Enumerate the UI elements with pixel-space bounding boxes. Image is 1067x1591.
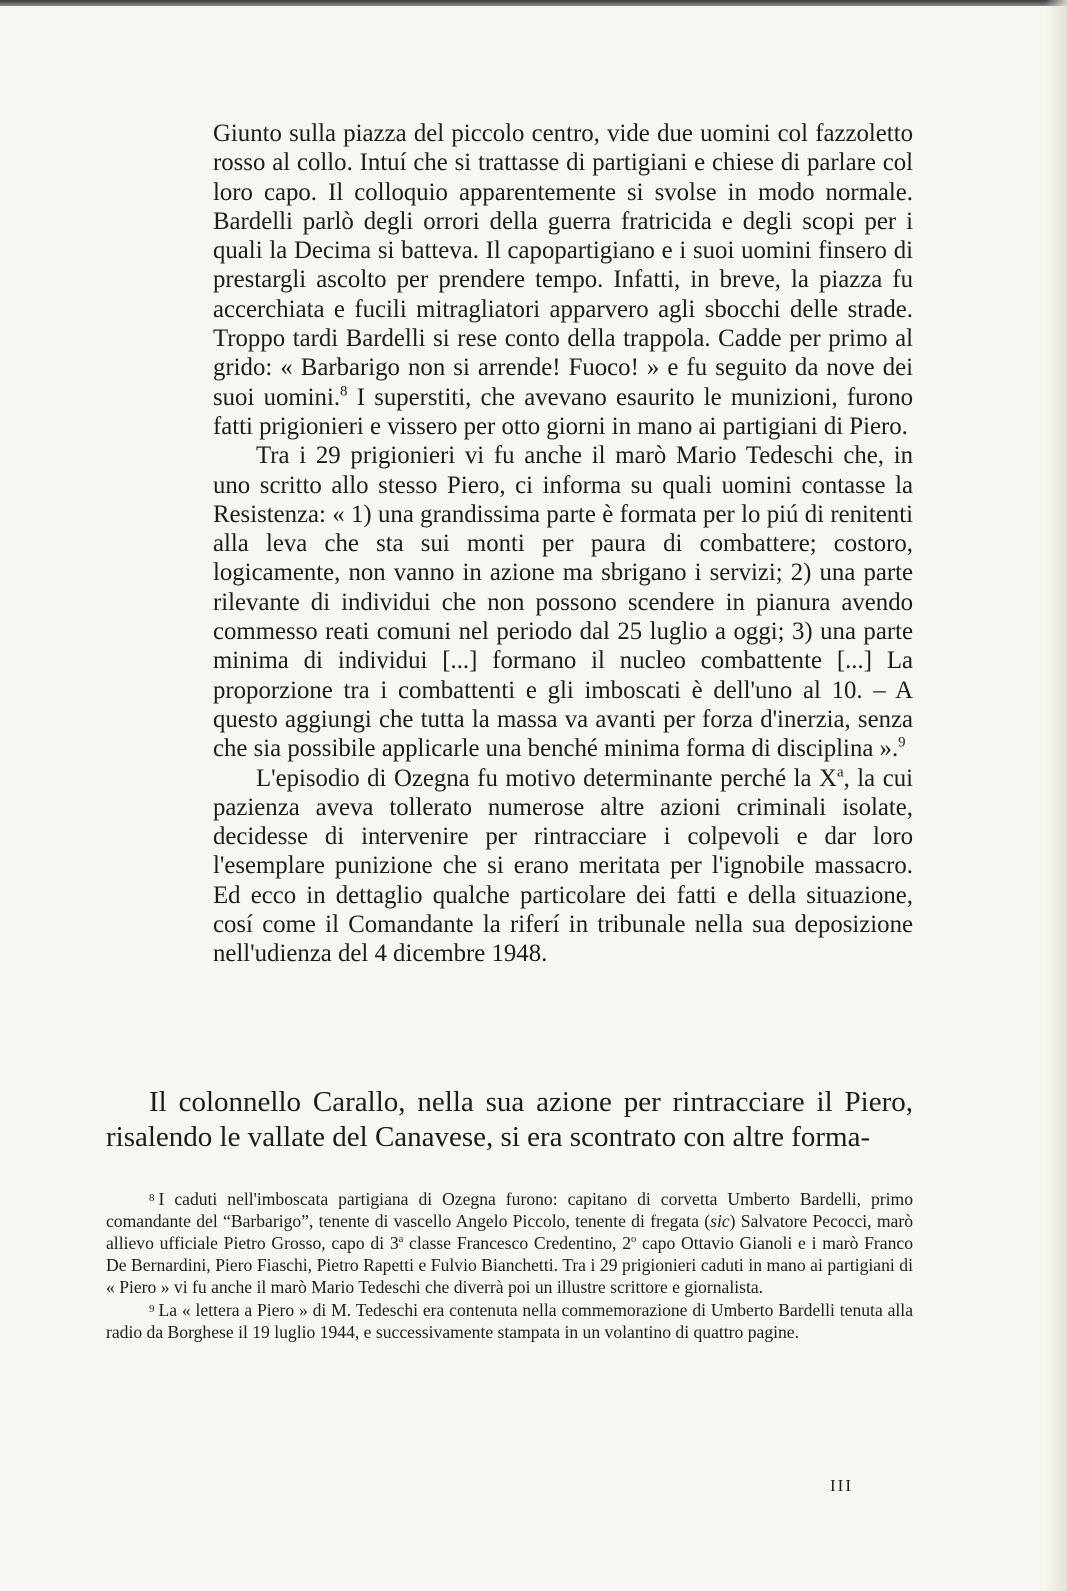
quote-paragraph: Tra i 29 prigionieri vi fu anche il marò Mario Tedeschi che, in uno scritto allo stesso Piero, ci informa su quali uomini contasse la Resistenza: « 1) una grandissima parte è formata per lo piú di renitenti alla leva che sta sui monti per paura di combattere; costoro, logicamente, non vanno in azione ma sbrigano i servizi; 2) una parte rilevante di individui che non possono scendere in pianura avendo commesso reati comuni nel periodo dal 25 luglio a oggi; 3) una parte minima di individui [...] formano il nucleo combattente [...] La proporzione tra i combattenti e gli imboscati è dell'uno al 10. – A questo aggiungi che tutta la massa va avanti per forza d'inerzia, senza che sia possibile applicarle una benché minima forma di disciplina ».$^9$ [213,442,913,763]
footnote-number: 9 [149,1303,155,1315]
quote-paragraph: L'episodio di Ozegna fu motivo determinante perché la $X^a$, la cui pazienza aveva tollerato numerose altre azioni criminali isolate, decidesse di intervenire per rintracciare i colpevoli e dar loro l'esemplare punizione che si erano meritata per l'ignobile massacro. Ed ecco in dettaglio qualche particolare dei fatti e della situazione, cosí come il Comandante la riferí in tribunale nella sua deposizione nell'udienza del 4 dicembre 1948. [213,764,913,968]
quoted-passage [213,119,913,969]
body-paragraph: Il colonnello Carallo, nella sua azione per rintracciare il Piero, risalendo le vallate del Canavese, si era scontrato con altre forma- [106,1086,913,1153]
page-top-edge [0,0,1067,6]
page-number: III [830,1476,853,1495]
footnote-reference[interactable]: 8 [340,383,348,400]
footnotes [106,1187,913,1343]
footnote-number: 8 [149,1192,155,1204]
footnote-8: $^8$ I caduti nell'imboscata partigiana di Ozegna furono: capitano di corvetta Umberto Bardelli, primo comandante del “Barbarigo”, tenente di vascello Angelo Piccolo, tenente di fregata (sic) Salvatore Pecocci, marò allievo ufficiale Pietro Grosso, capo di 3$^a$ classe Francesco Credentino, 2$^o$ capo Ottavio Gianoli e i marò Franco De Bernardini, Piero Fiaschi, Pietro Rapetti e Fulvio Bianchetti. Tra i 29 prigionieri caduti in mano ai partigiani di « Piero » vi fu anche il marò Mario Tedeschi che diverrà poi un illustre scrittore e giornalista. [106,1189,913,1297]
quote-paragraph: Giunto sulla piazza del piccolo centro, vide due uomini col fazzoletto rosso al collo. Intuí che si trattasse di partigiani e chiese di parlare col loro capo. Il colloquio apparentemente si svolse in modo normale. Bardelli parlò degli orrori della guerra fratricida e degli scopi per i quali la Decima si batteva. Il capopartigiano e i suoi uomini finsero di prestargli ascolto per prendere tempo. Infatti, in breve, la piazza fu accerchiata e fucili mitragliatori apparvero agli sbocchi delle strade. Troppo tardi Bardelli si rese conto della trappola. Cadde per primo al grido: « Barbarigo non si arrende! Fuoco! » e fu seguito da nove dei suoi uomini.$^8$ I superstiti, che avevano esaurito le munizioni, furono fatti prigionieri e vissero per otto giorni in mano ai partigiani di Piero. [213,120,913,440]
footnote-9: $^9$ La « lettera a Piero » di M. Tedeschi era contenuta nella commemorazione di Umberto Bardelli tenuta alla radio da Borghese il 19 luglio 1944, e successivamente stampata in un volantino di quattro pagine. [106,1300,913,1342]
footnote-reference[interactable]: 9 [898,734,906,751]
page-right-edge-shadow [1045,0,1067,1591]
